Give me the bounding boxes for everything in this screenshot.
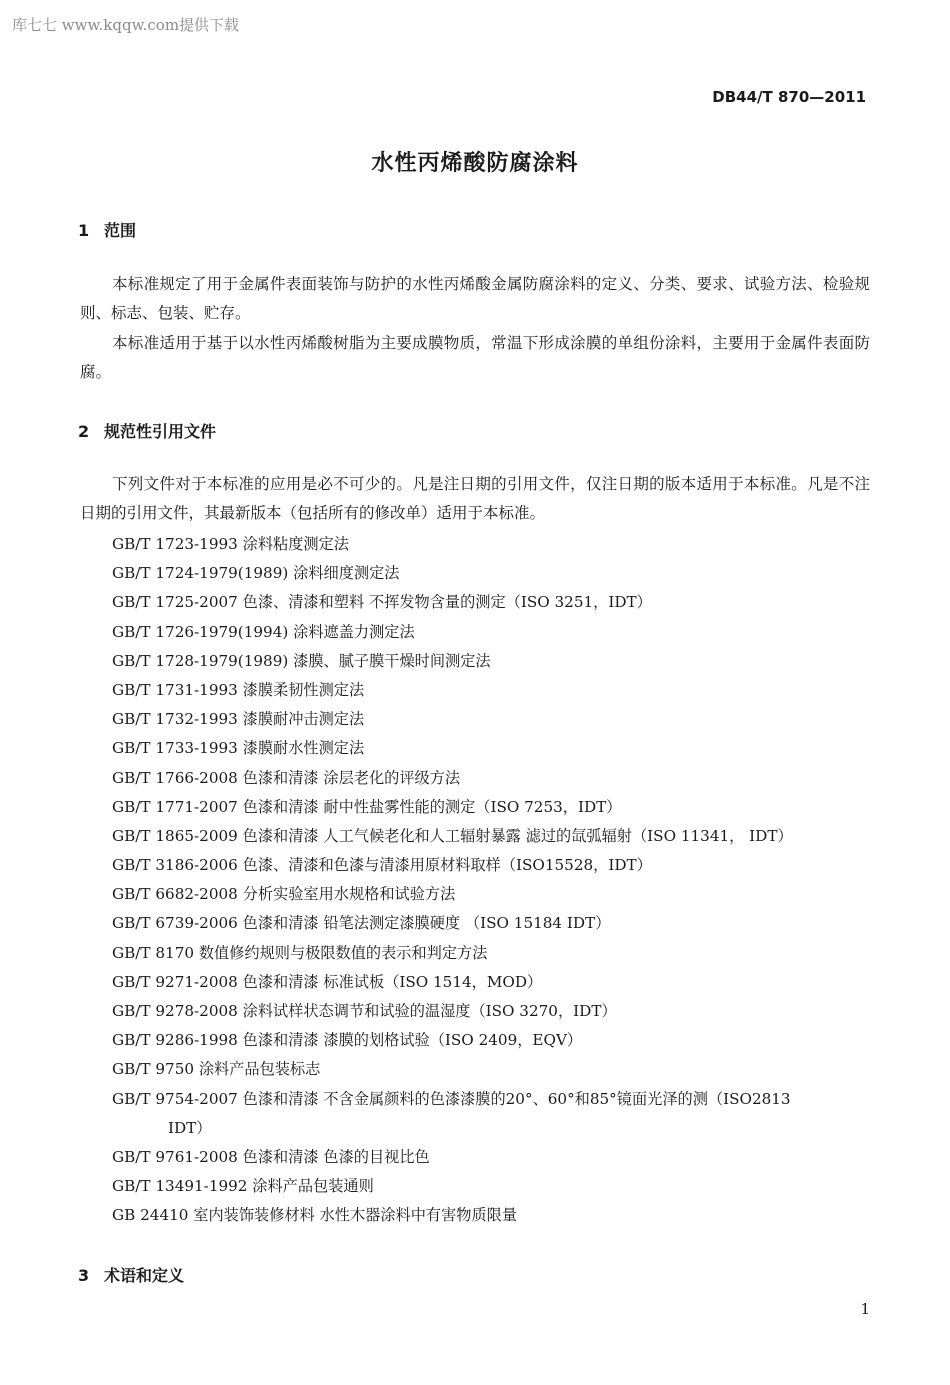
watermark-text: 库七七 www.kqqw.com提供下载 [12,16,240,34]
reference-item: GB/T 6682-2008 分析实验室用水规格和试验方法 [112,885,456,904]
section-number: 3 [78,1266,90,1285]
reference-item-continuation: IDT） [168,1118,212,1137]
page-title: 水性丙烯酸防腐涂料 [371,151,579,176]
reference-item: GB/T 1733-1993 漆膜耐水性测定法 [112,739,365,758]
reference-item: GB 24410 室内装饰装修材料 水性木器涂料中有害物质限量 [112,1206,518,1225]
reference-item: GB/T 1724-1979(1989) 涂料细度测定法 [112,564,400,583]
section-3-heading [78,1263,184,1286]
reference-list [112,530,882,1231]
reference-item: GB/T 9286-1998 色漆和清漆 漆膜的划格试验（ISO 2409，EQV） [112,1031,583,1050]
standard-code: DB44/T 870—2011 [712,88,866,106]
reference-item: GB/T 1728-1979(1989) 漆膜、腻子膜干燥时间测定法 [112,651,491,670]
reference-item: GB/T 9761-2008 色漆和清漆 色漆的目视比色 [112,1147,430,1166]
reference-item: GB/T 1732-1993 漆膜耐冲击测定法 [112,710,365,729]
reference-item: GB/T 1865-2009 色漆和清漆 人工气候老化和人工辐射暴露 滤过的氙弧辐射（ISO 11341， IDT） [112,826,793,845]
scope-paragraph-1: 本标准规定了用于金属件表面装饰与防护的水性丙烯酸金属防腐涂料的定义、分类、要求、试验方法、检验规则、标志、包装、贮存。 [80,275,870,322]
reference-item: GB/T 6739-2006 色漆和清漆 铅笔法测定漆膜硬度 （ISO 15184 IDT） [112,914,611,933]
reference-item: GB/T 1725-2007 色漆、清漆和塑料 不挥发物含量的测定（ISO 3251，IDT） [112,593,652,612]
section-number: 1 [78,221,90,240]
reference-item: GB/T 1766-2008 色漆和清漆 涂层老化的评级方法 [112,768,461,787]
reference-item: GB/T 3186-2006 色漆、清漆和色漆与清漆用原材料取样（ISO15528，IDT） [112,856,652,875]
section-2-heading [78,419,216,442]
section-title: 规范性引用文件 [104,422,217,441]
reference-item: GB/T 1771-2007 色漆和清漆 耐中性盐雾性能的测定（ISO 7253，IDT） [112,797,622,816]
reference-item: GB/T 13491-1992 涂料产品包装通则 [112,1177,374,1196]
reference-item: GB/T 1726-1979(1994) 涂料遮盖力测定法 [112,622,415,641]
reference-item [112,1085,882,1143]
reference-item-line: GB/T 9754-2007 色漆和清漆 不含金属颜料的色漆漆膜的20°、60°和85°镜面光泽的测（ISO2813 [112,1089,791,1108]
section-title: 范围 [104,221,137,240]
reference-item: GB/T 9271-2008 色漆和清漆 标准试板（ISO 1514，MOD） [112,972,543,991]
reference-item: GB/T 9750 涂料产品包装标志 [112,1060,321,1079]
normative-intro-paragraph: 下列文件对于本标准的应用是必不可少的。凡是注日期的引用文件，仅注日期的版本适用于本标准。凡是不注日期的引用文件，其最新版本（包括所有的修改单）适用于本标准。 [80,475,870,522]
reference-item: GB/T 9278-2008 涂料试样状态调节和试验的温湿度（ISO 3270，IDT） [112,1002,617,1020]
reference-item: GB/T 1723-1993 涂料粘度测定法 [112,535,349,553]
section-number: 2 [78,422,90,441]
page-number: 1 [860,1300,870,1318]
scope-paragraph-2: 本标准适用于基于以水性丙烯酸树脂为主要成膜物质，常温下形成涂膜的单组份涂料，主要用于金属件表面防腐。 [80,334,870,381]
section-title: 术语和定义 [104,1266,185,1285]
section-1-heading [78,218,136,241]
reference-item: GB/T 1731-1993 漆膜柔韧性测定法 [112,680,365,699]
reference-item: GB/T 8170 数值修约规则与极限数值的表示和判定方法 [112,943,488,962]
